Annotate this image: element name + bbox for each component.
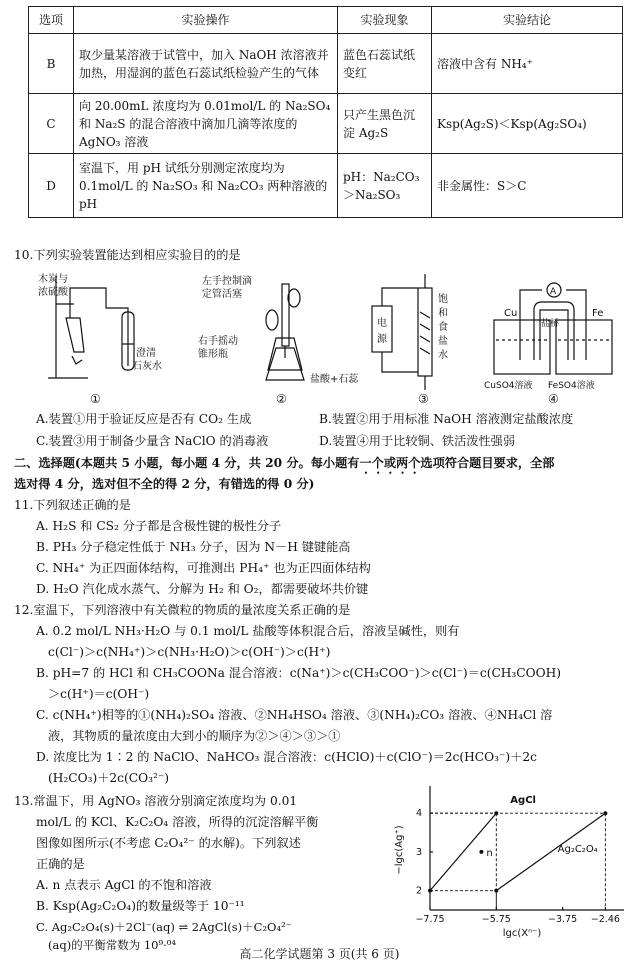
x-axis-label: lgc(Xⁿ⁻)	[502, 928, 542, 939]
question-13-stem-line-1: 13.常温下，用 AgNO₃ 溶液分别滴定浓度均为 0.01	[14, 794, 298, 808]
table-row	[29, 154, 623, 218]
section-2-heading-line-2: 选对得 4 分，选对但不全的得 2 分，有错选的得 0 分)	[14, 477, 315, 491]
question-12-option-b-line-2: ＞c(H⁺)＝c(OH⁻)	[48, 687, 150, 701]
table-header-phenomenon: 实验现象	[338, 7, 432, 34]
table-cell-option: D	[29, 154, 74, 218]
table-cell-conclusion: 非金属性：S＞C	[432, 154, 623, 218]
table-cell-operation: 取少量某溶液于试管中，加入 NaOH 浓溶液并加热，用湿润的蓝色石蕊试纸检验产生的气体	[74, 34, 338, 94]
question-11-stem: 11.下列叙述正确的是	[14, 498, 131, 512]
apparatus-4-label-left-solution: CuSO4溶液	[484, 381, 533, 391]
table-header-operation: 实验操作	[74, 7, 338, 34]
apparatus-number-2: ②	[276, 392, 287, 406]
series-label: Ag₂C₂O₄	[557, 843, 598, 855]
apparatus-2-label-b: 定管活塞	[202, 289, 242, 300]
apparatus-4-label-right-solution: FeSO4溶液	[548, 381, 595, 391]
apparatus-number-1: ①	[90, 392, 101, 406]
question-12-option-d-line-2: (H₂CO₃)＋2c(CO₃²⁻)	[48, 771, 170, 785]
apparatus-1-label-a: 木炭与	[38, 274, 68, 285]
x-tick-label: −7.75	[415, 914, 445, 925]
table-cell-conclusion: Ksp(Ag₂S)＜Ksp(Ag₂SO₄)	[432, 94, 623, 154]
table-cell-phenomenon: 蓝色石蕊试纸变红	[338, 34, 432, 94]
apparatus-2-label-d: 锥形瓶	[198, 349, 228, 360]
apparatus-3-label-b: 源	[377, 334, 387, 345]
apparatus-3-label-f: 盐	[438, 336, 448, 347]
question-11-option-c: C. NH₄⁺ 为正四面体结构，可推测出 PH₄⁺ 也为正四面体结构	[36, 561, 371, 575]
question-12-option-a-line-2: c(Cl⁻)＞c(NH₄⁺)＞c(NH₃·H₂O)＞c(OH⁻)＞c(H⁺)	[48, 645, 331, 659]
apparatus-number-4: ④	[548, 392, 559, 406]
section-2-heading-line-1	[14, 454, 626, 477]
table-header-conclusion: 实验结论	[432, 7, 623, 34]
table-cell-operation: 室温下，用 pH 试纸分别测定浓度均为 0.1mol/L 的 Na₂SO₃ 和 Na₂CO₃ 两种溶液的 pH	[74, 154, 338, 218]
question-13-stem-line-4: 正确的是	[36, 857, 85, 871]
apparatus-4-label-salt-bridge: 盐桥	[541, 319, 560, 329]
point-n-label: n	[486, 847, 493, 859]
point-n	[479, 850, 483, 854]
question-10-stem: 10.下列实验装置能达到相应实验目的的是	[14, 248, 241, 262]
table-cell-option: C	[29, 94, 74, 154]
apparatus-3-label-g: 水	[438, 350, 448, 361]
apparatus-4-label-ammeter: A	[550, 287, 557, 297]
apparatus-number-3: ③	[418, 392, 429, 406]
question-10-option-b: B.装置②用于用标准 NaOH 溶液测定盐酸浓度	[319, 412, 574, 426]
apparatus-1-label-c: 澄清	[136, 348, 156, 359]
apparatus-2-drawing	[266, 284, 304, 380]
table-header-row	[29, 7, 623, 34]
question-10-option-a: A.装置①用于验证反应是否有 CO₂ 生成	[36, 412, 252, 426]
experiment-table	[28, 6, 623, 218]
question-13-stem-line-3: 图像如图所示(不考虑 C₂O₄²⁻ 的水解)。下列叙述	[36, 836, 301, 850]
apparatus-3-label-a: 电	[377, 318, 387, 329]
table-cell-phenomenon: pH：Na₂CO₃＞Na₂SO₃	[338, 154, 432, 218]
x-tick-label: −3.75	[548, 914, 578, 925]
question-10-options-row-1	[14, 410, 639, 429]
page-footer: 高二化学试题第 3 页(共 6 页)	[239, 947, 400, 961]
question-12-option-c-line-2: 液，其物质的量浓度由大到小的顺序为②＞④＞③＞①	[48, 729, 341, 743]
apparatus-1-label-d: 石灰水	[132, 361, 162, 372]
section-2-text-a: 二、选择题(本题共 5 小题，每小题 4 分，共 20 分。每小题有	[14, 456, 360, 470]
table-cell-operation: 向 20.00mL 浓度均为 0.01mol/L 的 Na₂SO₄ 和 Na₂S 的混合溶液中滴加几滴等浓度的 AgNO₃ 溶液	[74, 94, 338, 154]
table-row	[29, 94, 623, 154]
table-header-option: 选项	[29, 7, 74, 34]
question-13-option-b: B. Ksp(Ag₂C₂O₄)的数量级等于 10⁻¹¹	[36, 899, 245, 913]
section-2-text-emphasis: 一个或两个	[359, 456, 421, 470]
table-row	[29, 34, 623, 94]
apparatus-3-label-e: 食	[438, 322, 448, 333]
apparatus-4-label-cu: Cu	[504, 308, 518, 319]
apparatus-3-drawing	[372, 274, 432, 390]
question-13-option-c-line-2: (aq)的平衡常数为 10⁹·⁰⁴	[48, 938, 176, 952]
y-tick-label: 2	[415, 885, 422, 897]
series-label: AgCl	[510, 795, 536, 807]
question-11-option-b: B. PH₃ 分子稳定性低于 NH₃ 分子，因为 N－H 键键能高	[36, 540, 351, 554]
apparatus-figure	[26, 268, 616, 406]
y-axis-label: −lgc(Ag⁺)	[394, 825, 405, 875]
apparatus-2-label-e: 盐酸+石蕊	[310, 374, 359, 385]
apparatus-4-label-fe: Fe	[592, 308, 604, 319]
x-tick-label: −2.46	[590, 914, 620, 925]
question-12-stem: 12.室温下，下列溶液中有关微粒的物质的量浓度关系正确的是	[14, 603, 351, 617]
table-cell-phenomenon: 只产生黑色沉淀 Ag₂S	[338, 94, 432, 154]
question-10-option-d: D.装置④用于比较铜、铁活泼性强弱	[319, 434, 516, 448]
question-13-option-c-line-1: C. Ag₂C₂O₄(s)＋2Cl⁻(aq) ⇌ 2AgCl(s)＋C₂O₄²⁻	[36, 920, 292, 934]
table-cell-conclusion: 溶液中含有 NH₄⁺	[432, 34, 623, 94]
apparatus-2-label-a: 左手控制滴	[202, 276, 252, 287]
question-11-option-d: D. H₂O 汽化成水蒸气、分解为 H₂ 和 O₂，都需要破坏共价键	[36, 582, 369, 596]
apparatus-1-label-b: 浓硫酸	[38, 287, 68, 298]
question-13-option-a: A. n 点表示 AgCl 的不饱和溶液	[36, 878, 212, 892]
section-2-text-c: 选项符合题目要求，全部	[420, 456, 555, 470]
question-12-option-c-line-1: C. c(NH₄⁺)相等的①(NH₄)₂SO₄ 溶液、②NH₄HSO₄ 溶液、③(NH₄)₂CO₃ 溶液、④NH₄Cl 溶	[36, 708, 553, 722]
y-tick-label: 3	[415, 846, 422, 858]
apparatus-3-label-c: 饱	[438, 294, 448, 305]
question-12-option-b-line-1: B. pH=7 的 HCl 和 CH₃COONa 混合溶液：c(Na⁺)＞c(CH₃COO⁻)＞c(Cl⁻)＝c(CH₃COOH)	[36, 666, 561, 680]
solubility-chart	[392, 780, 632, 940]
question-12-option-d-line-1: D. 浓度比为 1∶2 的 NaClO、NaHCO₃ 混合溶液：c(HClO)＋c(ClO⁻)＝2c(HCO₃⁻)＋2c	[36, 750, 537, 764]
question-10-options-row-2	[14, 432, 639, 451]
question-13-stem-line-2: mol/L 的 KCl、K₂C₂O₄ 溶液，所得的沉淀溶解平衡	[36, 815, 319, 829]
question-11-option-a: A. H₂S 和 CS₂ 分子都是含极性键的极性分子	[36, 519, 282, 533]
table-cell-option: B	[29, 34, 74, 94]
question-12-option-a-line-1: A. 0.2 mol/L NH₃·H₂O 与 0.1 mol/L 盐酸等体积混合后，溶液呈碱性，则有	[36, 624, 460, 638]
x-tick-label: −5.75	[481, 914, 511, 925]
y-tick-label: 4	[415, 808, 422, 820]
apparatus-3-label-d: 和	[438, 308, 448, 319]
apparatus-2-label-c: 右手摇动	[198, 336, 238, 347]
question-10-option-c: C.装置③用于制备少量含 NaClO 的消毒液	[36, 434, 269, 448]
